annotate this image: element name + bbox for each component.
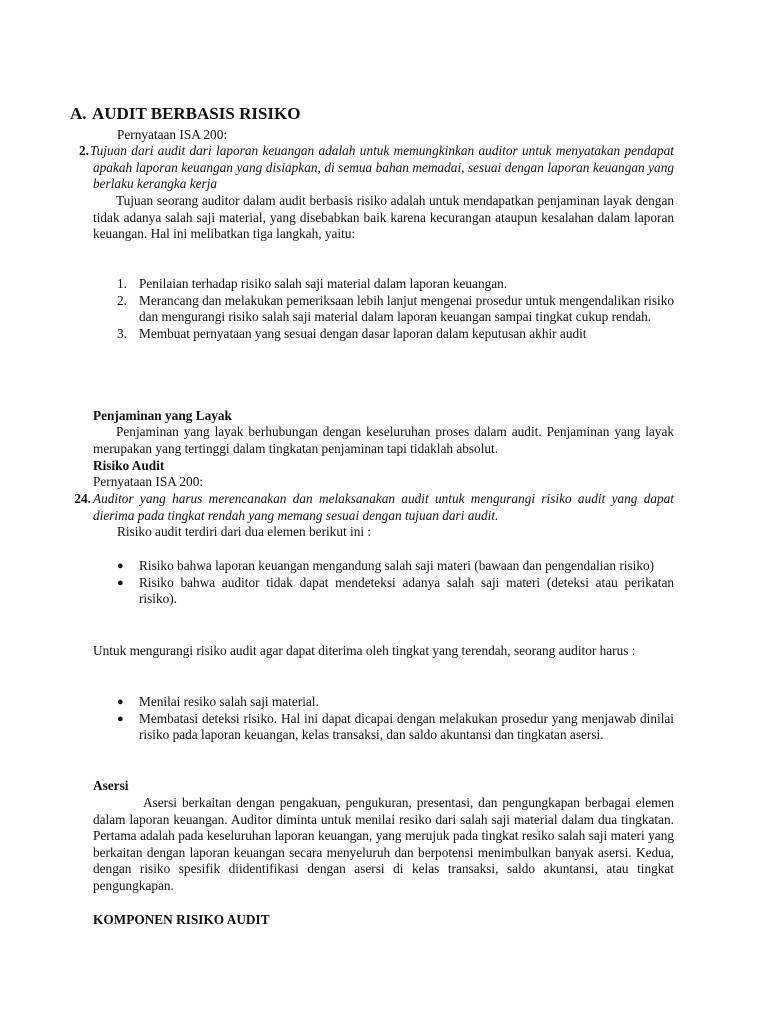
isa200-24-marker: 24. [74,491,91,506]
list-item: ● Menilai resiko salah saji material. [117,694,319,709]
risiko-audit-intro: Risiko audit terdiri dari dua elemen berikut ini : [117,524,372,539]
risiko-audit-title: Risiko Audit [93,458,165,473]
list-item: 1. Penilaian terhadap risiko salah saji material dalam laporan keuangan. [117,276,508,291]
bullet-icon: ● [117,696,124,708]
section-heading [70,104,300,124]
auditor-actions-list [117,694,674,744]
risiko-elements-list [117,558,674,608]
asersi-paragraph: Asersi berkaitan dengan pengakuan, pengukuran, presentasi, dan pengungkapan berbagai elemen dalam laporan keuangan. Auditor diminta untuk menilai resiko dari salah saji material dalam dua tingkatan. Pertama adalah pada keseluruhan laporan keuangan, yang merujuk pada tingkat resiko salah saji materi yang berkaitan dengan laporan keuangan secara menyeluruh dan berpotensi menimbulkan banyak asersi. Kedua, dengan risiko spesifik diidentifikasi dengan asersi di kelas transaksi, saldo akuntansi, atau tingkat pengungkapan. [93,795,674,893]
list-item: ● Risiko bahwa auditor tidak dapat mendeteksi adanya salah saji materi (deteksi atau perikatan risiko). [117,574,674,607]
bullet-icon: ● [117,712,124,725]
risiko-audit-isa-label: Pernyataan ISA 200: [93,474,204,489]
steps-list [117,276,674,342]
bullet-icon: ● [117,560,124,572]
isa200-quote: Tujuan dari audit dari laporan keuangan adalah untuk memungkinkan auditor untuk menyatakan pendapat apakah laporan keuangan yang disiapkan, di semua bahan memadai, sesuai dengan laporan keuangan yang berlaku kerangka kerja [90,143,674,192]
section-number: A. [70,104,87,123]
reduce-risk-paragraph: Untuk mengurangi risiko audit agar dapat diterima oleh tingkat yang terendah, seorang auditor harus : [93,643,636,658]
isa200-quote-block [79,143,674,193]
isa200-24-quote-block [74,491,674,524]
penjaminan-title: Penjaminan yang Layak [93,408,232,423]
isa200-label: Pernyataan ISA 200: [117,127,228,142]
intro-paragraph: Tujuan seorang auditor dalam audit berbasis risiko adalah untuk mendapatkan penjaminan layak dengan tidak adanya salah saji material, yang disebabkan baik karena kecurangan ataupun kesalahan dalam laporan keuangan. Hal ini melibatkan tiga langkah, yaitu: [93,193,674,242]
section-title: AUDIT BERBASIS RISIKO [92,104,301,123]
asersi-title: Asersi [93,778,129,793]
list-item: 3. Membuat pernyataan yang sesuai dengan dasar laporan dalam keputusan akhir audit [117,325,587,341]
penjaminan-paragraph: Penjaminan yang layak berhubungan dengan keseluruhan proses dalam audit. Penjaminan yang layak merupakan yang tertinggi dalam tingkatan penjaminan tapi tidaklah absolut. [93,424,674,456]
list-item: ● Membatasi deteksi risiko. Hal ini dapat dicapai dengan melakukan prosedur yang menjawab dinilai risiko pada laporan keuangan, kelas transaksi, dan saldo akuntansi dan tingkatan asersi. [117,710,674,743]
list-item: ● Risiko bahwa laporan keuangan mengandung salah saji materi (bawaan dan pengendalian risiko) [117,558,655,573]
isa200-24-quote: Auditor yang harus merencanakan dan melaksanakan audit untuk mengurangi risiko audit yang dapat dierima pada tingkat rendah yang memang sesuai dengan tujuan dari audit. [93,491,674,523]
list-item: 2. Merancang dan melakukan pemeriksaan lebih lanjut mengenai prosedur untuk mengendalikan risiko dan mengurangi risiko salah saji material dalam laporan keuangan sampai tingkat cukup rendah. [117,292,674,325]
isa200-marker: 2. [79,143,89,158]
bullet-icon: ● [117,576,124,589]
komponen-title: KOMPONEN RISIKO AUDIT [93,912,270,927]
